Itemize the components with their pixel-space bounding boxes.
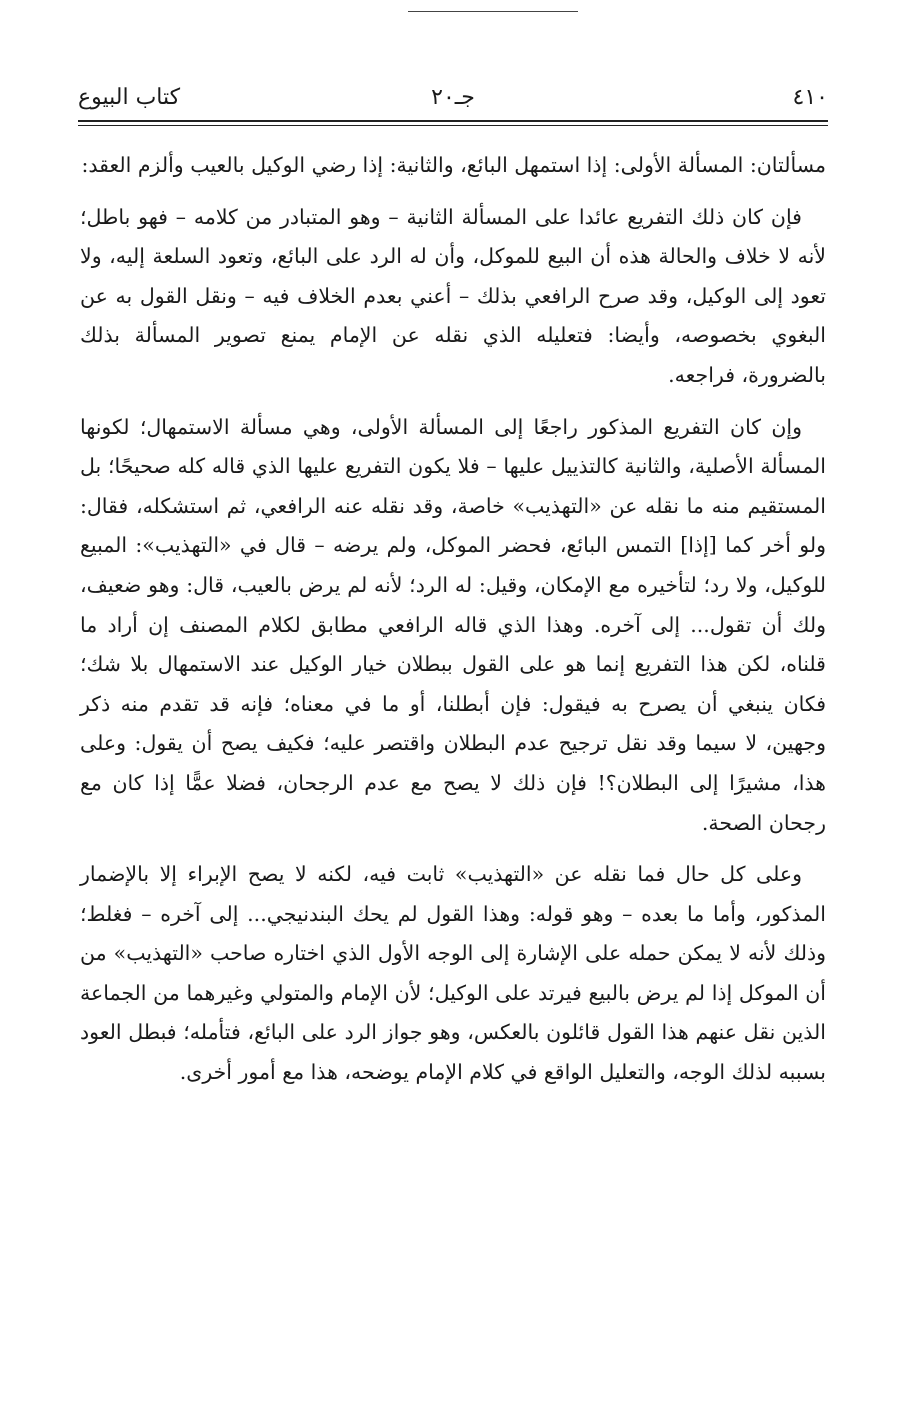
page-number: ٤١٠	[792, 85, 828, 110]
header-rule-thin	[78, 125, 828, 126]
book-title: كتاب البيوع	[78, 85, 181, 110]
running-header	[78, 82, 828, 118]
top-divider	[408, 11, 578, 12]
header-rule-thick	[78, 120, 828, 122]
paragraph: مسألتان: المسألة الأولى: إذا استمهل البائع، والثانية: إذا رضي الوكيل بالعيب وألزم العقد:	[81, 153, 826, 177]
paragraph: وعلى كل حال فما نقله عن «التهذيب» ثابت فيه، لكنه لا يصح الإبراء إلا بالإضمار المذكور، وأما ما بعده – وهو قوله: وهذا القول لم يحك البندنيجي... إلى آخره – فغلط؛ وذلك لأنه لا يمكن حمله على الإشارة إلى الوجه الأول الذي اختاره صاحب «التهذيب» من أن الموكل إذا لم يرض بالبيع فيرتد على الوكيل؛ لأن الإمام والمتولي وغيرهما من الجماعة الذين نقل عنهم هذا القول قائلون بالعكس، وهو جواز الرد على البائع، فتأمله؛ فبطل العود بسببه لذلك الوجه، والتعليل الواقع في كلام الإمام يوضحه، هذا مع أمور أخرى.	[80, 862, 826, 1085]
page-body	[80, 146, 826, 1105]
paragraph: فإن كان ذلك التفريع عائدا على المسألة الثانية – وهو المتبادر من كلامه – فهو باطل؛ لأنه لا خلاف والحالة هذه أن البيع للموكل، وأن له الرد على البائع، وتعود السلعة إليه، ولا تعود إلى الوكيل، وقد صرح الرافعي بذلك – أعني بعدم الخلاف فيه – ونقل القول به عن البغوي بخصوصه، وأيضا: فتعليله الذي نقله عن الإمام يمنع تصوير المسألة بذلك بالضرورة، فراجعه.	[80, 204, 826, 387]
paragraph: وإن كان التفريع المذكور راجعًا إلى المسألة الأولى، وهي مسألة الاستمهال؛ لكونها المسألة الأصلية، والثانية كالتذييل عليها – فلا يكون التفريع عليها الذي قاله كله صحيحًا؛ بل المستقيم منه ما نقله عن «التهذيب» خاصة، وقد نقله عنه الرافعي، ثم استشكله، فقال: ولو أخر كما [إذا] التمس البائع، فحضر الموكل، ولم يرضه – قال في «التهذيب»: المبيع للوكيل، ولا رد؛ لتأخيره مع الإمكان، وقيل: له الرد؛ لأنه لم يرض بالعيب، قال: وهو ضعيف، ولك أن تقول... إلى آخره. وهذا الذي قاله الرافعي مطابق لكلام المصنف إن أراد ما قلناه، لكن هذا التفريع إنما هو على القول ببطلان خيار الوكيل عند الاستمهال بلا شك؛ فكان ينبغي أن يصرح به فيقول: فإن أبطلنا، أو ما في معناه؛ فإنه قد تقدم منه ذكر وجهين، لا سيما وقد نقل ترجيح عدم البطلان واقتصر عليه؛ فكيف يصح أن يقول: وعلى هذا، مشيرًا إلى البطلان؟! فإن ذلك لا يصح مع عدم الرجحان، فضلا عمًّا إذا كان مع رجحان الصحة.	[80, 414, 826, 835]
part-number: جـ٢٠	[431, 85, 475, 110]
